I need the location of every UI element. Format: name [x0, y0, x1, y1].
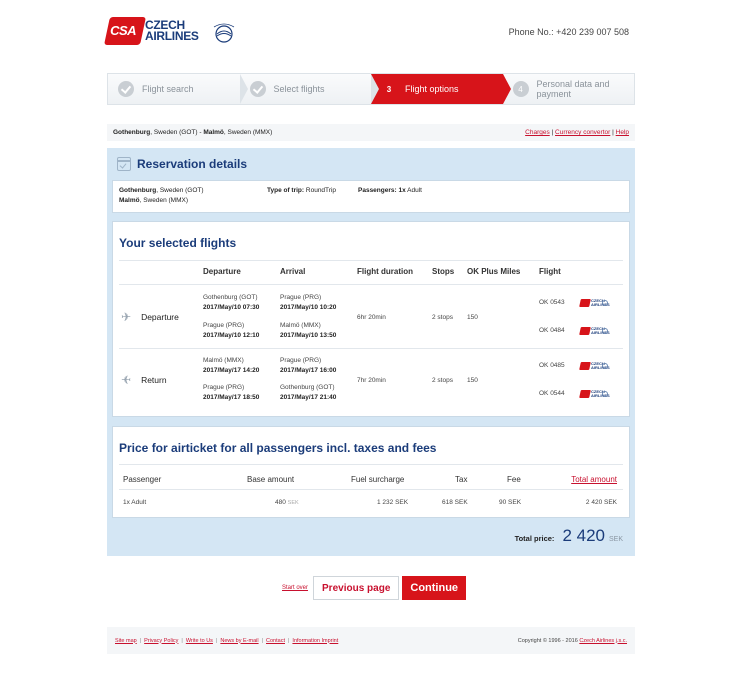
col-departure: Departure — [203, 267, 241, 276]
selected-flights-title: Your selected flights — [119, 236, 237, 250]
dep-time: 2017/May/17 18:50 — [203, 394, 260, 401]
czech-airlines-logo[interactable] — [107, 14, 247, 54]
continue-button[interactable]: Continue — [402, 576, 466, 600]
phone-number: Phone No.: +420 239 007 508 — [508, 27, 629, 37]
route-bar — [107, 124, 635, 141]
copyright — [518, 638, 627, 644]
help-link[interactable]: Help — [615, 129, 629, 136]
passengers-label: Passengers: — [358, 187, 397, 194]
footer-link-contact[interactable]: Contact — [266, 637, 285, 644]
calendar-check-icon — [117, 157, 131, 171]
start-over-link[interactable]: Start over — [282, 585, 309, 591]
footer-link-site-map[interactable]: Site map — [115, 637, 137, 644]
res-to-rest: , Sweden (MMX) — [139, 197, 188, 204]
check-icon — [118, 81, 134, 97]
total-price-label: Total price: — [514, 534, 555, 543]
col-flight: Flight — [539, 267, 561, 276]
arr-time: 2017/May/17 16:00 — [280, 367, 337, 374]
trip-type — [267, 186, 336, 196]
passengers-type: Adult — [407, 187, 422, 194]
total-price-value: 2 420 — [562, 526, 605, 545]
price-base — [275, 499, 299, 506]
page-footer: Site map | Privacy Policy | Write to Us | News by E-mail | Contact | Information Imprint Copyright © 1996 - 2016 Czech Airlines j.s.c. — [107, 627, 635, 654]
divider — [119, 489, 623, 490]
previous-page-button[interactable]: Previous page — [313, 576, 399, 600]
check-icon — [250, 81, 266, 97]
col-flight-duration: Flight duration — [357, 267, 413, 276]
arr-place: Malmö (MMX) — [280, 322, 321, 329]
col-total-amount[interactable]: Total amount — [571, 475, 617, 484]
price-box — [112, 426, 630, 518]
col-fuel-surcharge: Fuel surcharge — [351, 475, 405, 484]
reservation-title — [117, 154, 247, 174]
segment-arrival — [280, 356, 336, 376]
reservation-details-box — [112, 180, 630, 213]
flight-duration: 7hr 20min — [357, 377, 386, 384]
col-fee: Fee — [507, 475, 521, 484]
charges-link[interactable]: Charges — [525, 129, 550, 136]
logo-badge — [104, 17, 146, 45]
flight-duration: 6hr 20min — [357, 314, 386, 321]
step-label: Flight search — [142, 84, 194, 94]
step-flight-search[interactable] — [108, 74, 240, 104]
price-tax: 618 SEK — [442, 499, 468, 506]
copyright-text: Copyright © 1996 - 2016 — [517, 637, 580, 644]
logo-line-2: AIRLINES — [145, 29, 199, 43]
trip-type-label: Type of trip: — [267, 187, 305, 194]
route-from-rest: , Sweden (GOT) - — [150, 129, 204, 136]
arr-place: Gothenburg (GOT) — [280, 384, 335, 391]
czech-airlines-mini-logo: CZECH AIRLINES — [580, 326, 608, 336]
direction-label: Departure — [141, 312, 179, 322]
step-select-flights[interactable] — [240, 74, 372, 104]
page-header — [107, 14, 635, 58]
price-fuel: 1 232 SEK — [377, 499, 409, 506]
currency-convertor-link[interactable]: Currency convertor — [555, 129, 611, 136]
arr-place: Prague (PRG) — [280, 294, 322, 301]
stops: 2 stops — [432, 377, 453, 384]
col-stops: Stops — [432, 267, 455, 276]
col-ok-plus-miles: OK Plus Miles — [467, 267, 521, 276]
divider — [119, 348, 623, 349]
flight-number: OK 0485 — [539, 362, 565, 369]
logo-badge-text: CSA — [110, 23, 137, 38]
segment-departure — [203, 383, 259, 403]
flight-number: OK 0544 — [539, 390, 565, 397]
czech-airlines-mini-logo: CZECH AIRLINES — [580, 389, 608, 399]
step-label: Personal data and payment — [536, 79, 610, 99]
skyteam-icon — [211, 22, 237, 44]
czech-airlines-mini-logo: CZECH AIRLINES — [580, 298, 608, 308]
segment-arrival — [280, 321, 336, 341]
passengers-count: 1x — [398, 187, 406, 194]
segment-arrival — [280, 383, 336, 403]
dep-place: Prague (PRG) — [203, 322, 245, 329]
footer-link-privacy-policy[interactable]: Privacy Policy — [144, 637, 179, 644]
departure-direction — [121, 310, 179, 324]
price-base-value: 480 — [275, 499, 286, 506]
dep-time: 2017/May/17 14:20 — [203, 367, 260, 374]
step-label: Flight options — [405, 84, 459, 94]
route-summary — [113, 129, 272, 136]
logo-line-1: CZECH — [145, 18, 185, 32]
reservation-title-text: Reservation details — [137, 157, 248, 171]
step-number: 4 — [513, 81, 529, 97]
step-personal-data — [503, 74, 635, 104]
arr-time: 2017/May/10 13:50 — [280, 332, 337, 339]
ok-plus-miles: 150 — [467, 314, 478, 321]
res-from-rest: , Sweden (GOT) — [156, 187, 204, 194]
divider — [119, 260, 623, 261]
col-base-amount: Base amount — [247, 475, 295, 484]
col-passenger: Passenger — [123, 475, 162, 484]
footer-link-information-imprint[interactable]: Information Imprint — [292, 637, 339, 644]
return-direction — [121, 373, 167, 387]
logo-text — [145, 20, 199, 42]
step-number: 3 — [386, 84, 392, 94]
booking-steps — [107, 73, 635, 105]
footer-link-write-to-us[interactable]: Write to Us — [185, 637, 213, 644]
col-tax: Tax — [455, 475, 468, 484]
dep-place: Gothenburg (GOT) — [203, 294, 258, 301]
price-total: 2 420 SEK — [585, 499, 617, 506]
trip-type-value: RoundTrip — [305, 187, 336, 194]
arr-time: 2017/May/10 10:20 — [280, 304, 337, 311]
copyright-link[interactable]: Czech Airlines j.s.c. — [579, 637, 627, 644]
reservation-route — [119, 186, 204, 206]
main-panel — [107, 148, 635, 556]
res-to-city: Malmö — [119, 197, 140, 204]
stops: 2 stops — [432, 314, 453, 321]
route-to-rest: , Sweden (MMX) — [223, 129, 273, 136]
footer-link-news-by-email[interactable]: News by E-mail — [220, 637, 259, 644]
dep-place: Prague (PRG) — [203, 384, 245, 391]
arr-time: 2017/May/17 21:40 — [280, 394, 337, 401]
arr-place: Prague (PRG) — [280, 357, 322, 364]
divider — [119, 284, 623, 285]
flight-number: OK 0484 — [539, 327, 565, 334]
ok-plus-miles: 150 — [467, 377, 478, 384]
total-price-currency: SEK — [608, 536, 623, 543]
form-actions — [282, 576, 466, 600]
step-flight-options — [371, 74, 503, 104]
route-to-city: Malmö — [203, 129, 224, 136]
direction-label: Return — [141, 375, 167, 385]
route-links: Charges | Currency convertor | Help — [525, 129, 629, 136]
divider — [119, 464, 623, 465]
plane-landing-icon: ✈ — [121, 373, 132, 387]
dep-time: 2017/May/10 12:10 — [203, 332, 260, 339]
selected-flights-box — [112, 221, 630, 417]
step-label: Select flights — [273, 84, 325, 94]
segment-departure — [203, 293, 259, 313]
plane-takeoff-icon: ✈ — [121, 310, 132, 324]
price-base-currency: SEK — [287, 500, 299, 506]
flight-number: OK 0543 — [539, 299, 565, 306]
col-arrival: Arrival — [280, 267, 306, 276]
price-fee: 90 SEK — [499, 499, 522, 506]
passengers — [358, 186, 422, 196]
segment-departure — [203, 356, 259, 376]
segment-arrival — [280, 293, 336, 313]
price-title: Price for airticket for all passengers incl. taxes and fees — [119, 441, 437, 455]
price-passenger: 1x Adult — [123, 499, 147, 506]
total-price — [515, 526, 623, 546]
segment-departure — [203, 321, 259, 341]
czech-airlines-mini-logo: CZECH AIRLINES — [580, 361, 608, 371]
dep-place: Malmö (MMX) — [203, 357, 244, 364]
dep-time: 2017/May/10 07:30 — [203, 304, 260, 311]
route-from-city: Gothenburg — [113, 129, 151, 136]
res-from-city: Gothenburg — [119, 187, 157, 194]
